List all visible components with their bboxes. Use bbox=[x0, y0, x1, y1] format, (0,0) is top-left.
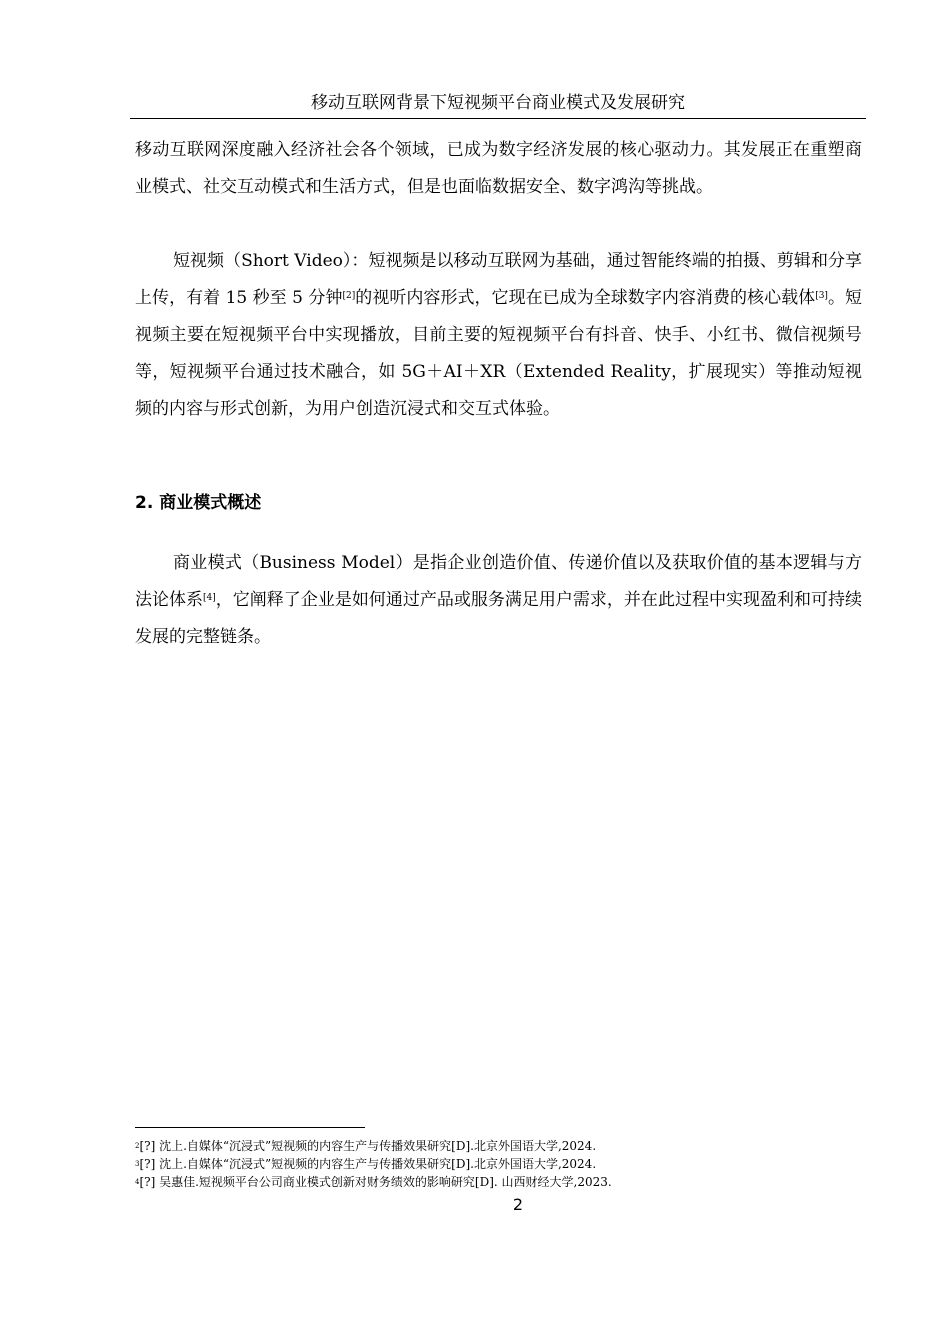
paragraph-text-part: 短视频（Short Video）：短视频是以移动互联网为基础，通过智能终端的拍摄、剪辑和分享上传，有着 15 秒至 5 分钟 bbox=[135, 251, 862, 308]
running-header-title: 移动互联网背景下短视频平台商业模式及发展研究 bbox=[311, 93, 685, 113]
footnote-item bbox=[135, 1155, 862, 1173]
paragraph-short-video-definition bbox=[135, 243, 862, 428]
page-number: 2 bbox=[512, 1195, 524, 1214]
running-header bbox=[130, 90, 866, 119]
paragraph-business-model-definition bbox=[135, 545, 862, 656]
paragraph-text-part: 。短视频主要在短视频平台中实现播放，目前主要的短视频平台有抖音、快手、小红书、微信视频号等，短视频平台通过技术融合，如 5G＋AI＋XR（Extended Reality，扩展现实）等推动短视频的内容与形式创新，为用户创造沉浸式和交互式体验。 bbox=[135, 288, 863, 419]
paragraph-mobile-internet bbox=[135, 132, 862, 206]
citation-ref-2[interactable]: [2] bbox=[342, 291, 356, 301]
paragraph-text-part: 商业模式（Business Model）是指企业创造价值、传递价值以及获取价值的基本逻辑与方法论体系 bbox=[135, 553, 862, 610]
footnote-separator bbox=[135, 1127, 365, 1128]
paragraph-text: 移动互联网深度融入经济社会各个领域，已成为数字经济发展的核心驱动力。其发展正在重塑商业模式、社交互动模式和生活方式，但是也面临数据安全、数字鸿沟等挑战。 bbox=[135, 140, 862, 197]
citation-ref-3[interactable]: [3] bbox=[815, 291, 828, 301]
footnote-text: [?] 沈上.自媒体“沉浸式”短视频的内容生产与传播效果研究[D].北京外国语大学,2024. bbox=[139, 1139, 597, 1153]
footnote-item bbox=[135, 1137, 862, 1155]
footnote-item bbox=[135, 1173, 862, 1191]
footnote-marker: 2 bbox=[135, 1142, 140, 1150]
citation-ref-4[interactable]: [4] bbox=[203, 593, 216, 603]
footnote-text: [?] 沈上.自媒体“沉浸式”短视频的内容生产与传播效果研究[D].北京外国语大学,2024. bbox=[139, 1157, 597, 1171]
footnote-marker: 3 bbox=[135, 1160, 140, 1168]
footnote-marker: 4 bbox=[135, 1178, 140, 1186]
footnote-text: [?] 吴惠佳.短视频平台公司商业模式创新对财务绩效的影响研究[D]. 山西财经大学,2023. bbox=[139, 1175, 612, 1189]
section-heading: 2. 商业模式概述 bbox=[135, 493, 262, 513]
paragraph-text-part: 的视听内容形式，它现在已成为全球数字内容消费的核心载体 bbox=[355, 288, 816, 308]
footnotes bbox=[135, 1137, 862, 1191]
paragraph-text-part: ，它阐释了企业是如何通过产品或服务满足用户需求，并在此过程中实现盈利和可持续发展的完整链条。 bbox=[135, 590, 863, 647]
